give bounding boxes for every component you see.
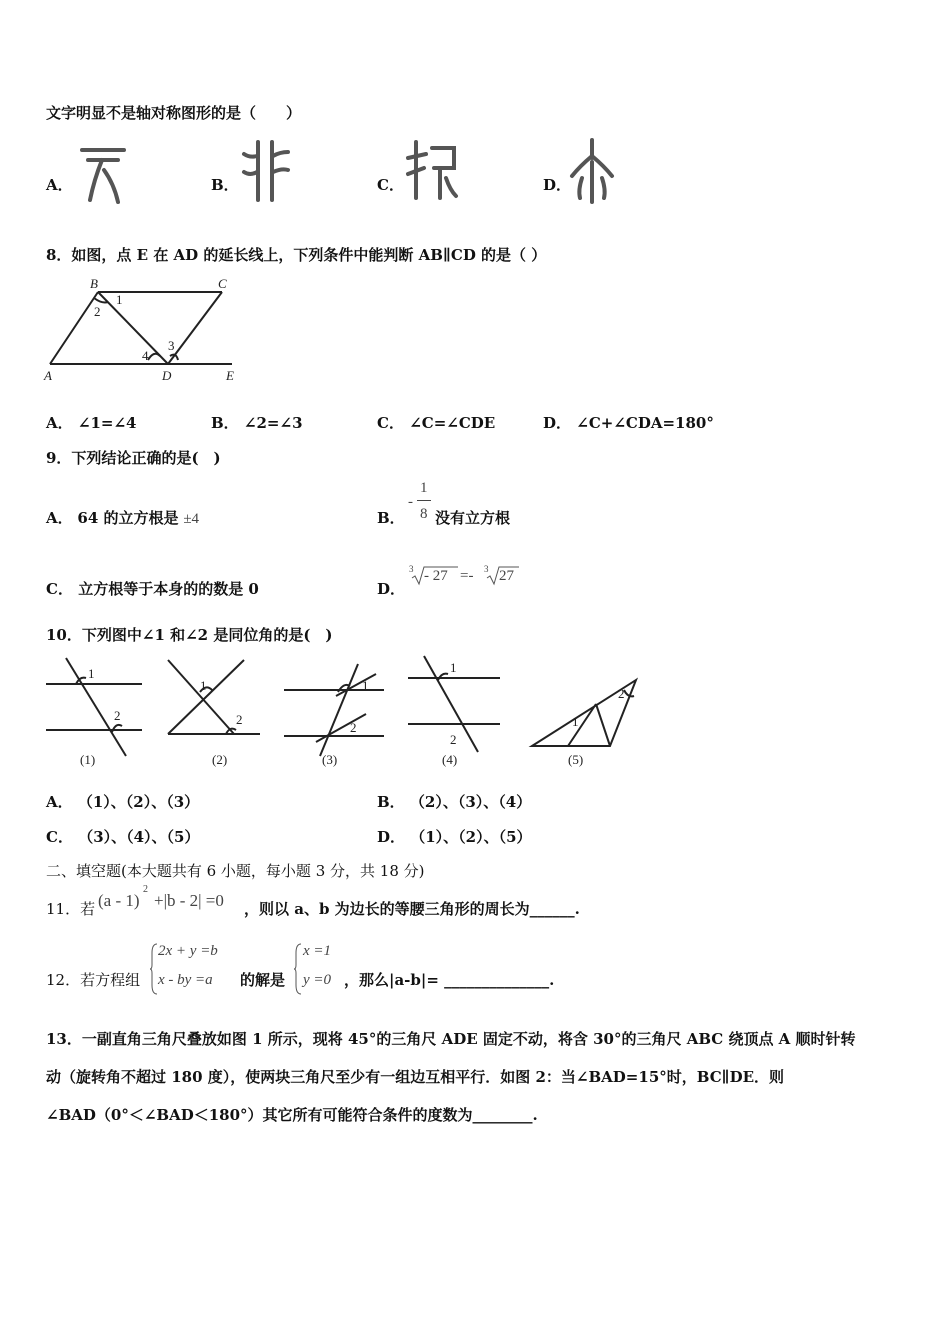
- q9-option-c: [46, 578, 259, 599]
- q8-option-c-label: C．: [377, 414, 404, 432]
- q8-option-a-text: ∠1=∠4: [77, 414, 137, 432]
- q9-option-a: [46, 507, 199, 528]
- q10-option-c: [46, 826, 200, 847]
- q10-option-a: [46, 791, 199, 812]
- q10-figure-2: [168, 660, 260, 767]
- q10-option-b: [377, 791, 531, 812]
- q9-option-b-text: 没有立方根: [435, 509, 511, 527]
- q12-end-text: ，那么|a-b|= ______________.: [344, 971, 555, 989]
- q12-number: 12．若方程组: [46, 971, 141, 989]
- q8-option-d-text: ∠C+∠CDA=180°: [576, 414, 714, 432]
- q11-text: ，则以 a、b 为边长的等腰三角形的周长为______.: [244, 900, 580, 918]
- q8-option-b-text: ∠2=∠3: [243, 414, 303, 432]
- q9-stem: 9．下列结论正确的是( ): [46, 449, 221, 467]
- q11-expr-2: +|b - 2| =0: [154, 891, 224, 910]
- q12-mid-text: 的解是: [240, 971, 286, 989]
- q8-angle-3: 3: [168, 338, 175, 353]
- q10-f4-angle-1: 1: [450, 660, 457, 675]
- q10-option-d: [377, 826, 532, 847]
- q10-option-a-text: （1）、（2）、（3）: [77, 793, 200, 811]
- left-brace-icon: [150, 943, 158, 995]
- q9-option-b-denominator: 8: [420, 506, 428, 522]
- q9-option-a-label: A．: [46, 509, 73, 527]
- q10-f3-angle-1: 1: [362, 678, 369, 693]
- section-2-title: 二、填空题(本大题共有 6 小题，每小题 3 分，共 18 分): [46, 862, 425, 880]
- q8-option-a: [46, 412, 136, 433]
- q10-option-c-label: C．: [46, 828, 73, 846]
- q9-d-root-index-1: 3: [409, 564, 414, 574]
- q10-f2-angle-1: 1: [200, 678, 207, 693]
- q10-figure-4: [408, 656, 500, 767]
- q8-label-e: E: [226, 368, 234, 383]
- q10-option-d-text: （1）、（2）、（5）: [410, 828, 532, 846]
- q10-stem: 10．下列图中∠1 和∠2 是同位角的是( ): [46, 626, 333, 644]
- q8-angle-2: 2: [94, 304, 101, 319]
- q9-d-radicand-1: - 27: [424, 568, 448, 584]
- q8-angle-4: 4: [142, 348, 149, 363]
- q8-option-d: [543, 412, 714, 433]
- q10-option-d-label: D．: [377, 828, 406, 846]
- q9-option-c-label: C．: [46, 580, 73, 598]
- q10-figure-3: [284, 664, 384, 767]
- q10-option-c-text: （3）、（4）、（5）: [78, 828, 200, 846]
- q8-parallelogram-figure: [40, 270, 250, 385]
- q9-option-a-text: 64 的立方根是: [77, 509, 179, 527]
- q7-option-d-label: D．: [543, 176, 572, 194]
- q11-number: 11．若: [46, 900, 96, 918]
- q11-exponent: 2: [143, 884, 148, 895]
- seal-character-c-icon: [404, 138, 460, 204]
- q10-option-b-text: （2）、（3）、（4）: [409, 793, 532, 811]
- q8-option-b-label: B．: [211, 414, 239, 432]
- q9-option-b-minus: -: [408, 494, 413, 510]
- q9-option-b-label: B．: [377, 509, 405, 527]
- q12-solution-x: x =1: [303, 943, 332, 959]
- q8-option-c: [377, 412, 495, 433]
- q10-f1-caption: (1): [80, 752, 96, 767]
- q10-f1-angle-1: 1: [88, 666, 95, 681]
- q9-d-root-index-2: 3: [484, 564, 489, 574]
- q10-f4-caption: (4): [442, 752, 458, 767]
- seal-character-b-icon: [240, 138, 292, 204]
- q10-f4-angle-2: 2: [450, 732, 457, 747]
- q8-label-b: B: [90, 276, 98, 291]
- q7-option-b-label: B．: [211, 176, 239, 194]
- q8-label-d: D: [162, 368, 172, 383]
- q10-figure-5: [532, 680, 636, 767]
- q8-option-b: [211, 412, 303, 433]
- q12-solution-y: y =0: [303, 972, 332, 988]
- q12-equation-1: 2x + y =b: [158, 943, 218, 959]
- q7-option-c-label: C．: [377, 176, 404, 194]
- seal-character-a-icon: [78, 140, 128, 206]
- q9-option-d-label: D．: [377, 580, 406, 598]
- q9-option-c-text: 立方根等于本身的的数是 0: [78, 580, 259, 598]
- q13-line-3: ∠BAD（0°＜∠BAD＜180°）其它所有可能符合条件的度数为________.: [46, 1106, 538, 1124]
- q9-d-equals-minus: =-: [460, 568, 474, 584]
- q10-figure-1: [46, 658, 142, 767]
- q10-f3-angle-2: 2: [350, 720, 357, 735]
- q13-line-2: 动（旋转角不超过 180 度），使两块三角尺至少有一组边互相平行．如图 2：当∠BAD=15°时，BC∥DE．则: [46, 1068, 785, 1086]
- q8-angle-1: 1: [116, 292, 123, 307]
- seal-character-d-icon: [568, 138, 618, 206]
- q10-option-a-label: A．: [46, 793, 73, 811]
- left-brace-icon: [294, 943, 302, 995]
- q10-f3-caption: (3): [322, 752, 338, 767]
- q10-f5-angle-1: 1: [572, 714, 579, 729]
- q9-option-b-numerator: 1: [420, 480, 428, 496]
- q10-f5-angle-2: 2: [618, 686, 625, 701]
- q8-option-a-label: A．: [46, 414, 73, 432]
- q8-option-c-text: ∠C=∠CDE: [409, 414, 496, 432]
- q13-line-1: 13．一副直角三角尺叠放如图 1 所示，现将 45°的三角尺 ADE 固定不动，将含 30°的三角尺 ABC 绕顶点 A 顺时针转: [46, 1030, 856, 1048]
- q10-f1-angle-2: 2: [114, 708, 121, 723]
- q7-stem: 文字明显不是轴对称图形的是（ ）: [46, 104, 302, 122]
- q10-figures: [40, 652, 650, 774]
- q11-expr-1: (a - 1): [98, 891, 140, 910]
- q8-label-c: C: [218, 276, 227, 291]
- q8-label-a: A: [44, 368, 52, 383]
- q10-f5-caption: (5): [568, 752, 584, 767]
- q10-f2-angle-2: 2: [236, 712, 243, 727]
- q12-equation-2: x - by =a: [158, 972, 213, 988]
- q9-option-a-math: ±4: [183, 511, 200, 527]
- q7-option-a-label: A．: [46, 176, 73, 194]
- q10-f2-caption: (2): [212, 752, 228, 767]
- q8-option-d-label: D．: [543, 414, 572, 432]
- q8-stem: 8．如图，点 E 在 AD 的延长线上，下列条件中能判断 AB∥CD 的是（ ）: [46, 246, 547, 264]
- q9-fraction-bar: [417, 500, 431, 501]
- q9-d-radicand-2: 27: [499, 568, 514, 584]
- q10-option-b-label: B．: [377, 793, 405, 811]
